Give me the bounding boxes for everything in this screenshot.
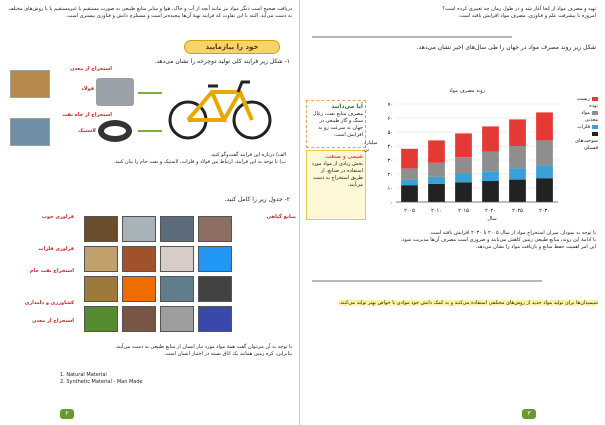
- bar-segment: [536, 112, 553, 140]
- paragraph-2: با ادامهٔ این روند، منابع طبیعی زمین کاهش می‌یابند و ضروری است مصرف آن‌ها مدیریت شود.: [400, 237, 596, 243]
- bar-segment: [509, 119, 526, 146]
- y-tick-label: ۷۰: [387, 102, 393, 108]
- bar-segment: [482, 171, 499, 181]
- y-tick-label: ۲۰: [387, 172, 393, 178]
- x-tick-label: ۲۰۲۵: [512, 208, 523, 214]
- bar-segment: [482, 181, 499, 202]
- chart-xlabel: سال: [487, 216, 497, 222]
- info-box: [306, 150, 366, 220]
- y-tick-label: ۵۰: [387, 130, 393, 136]
- y-tick-label: ۳۰: [387, 158, 393, 164]
- question-b: ب) با توجه به این فرایند، ارتباط بین فولاد و فلزات، لاستیک و نفت خام را بیان کنید.: [113, 159, 286, 165]
- legend-item-1: [568, 110, 598, 124]
- rubber-label: لاستیک: [78, 128, 96, 134]
- bar-segment: [455, 174, 472, 182]
- right-page: [302, 0, 605, 425]
- grid-label-mine: استخراج از معدن: [32, 318, 74, 324]
- grid-img-tires: [198, 276, 232, 302]
- bar-segment: [509, 180, 526, 202]
- legend-label-2: فلزات: [577, 124, 590, 130]
- oil-label: استخراج از چاه نفت: [62, 112, 112, 118]
- bar-segment: [509, 168, 526, 179]
- left-bottom-line-1: با توجه به آن می‌توان گفت همهٔ مواد مورد نیاز انسان از منابع طبیعی به دست می‌آیند.: [114, 344, 292, 350]
- legend-label-0: زیست توده: [576, 96, 598, 109]
- steel-coil-photo: [96, 78, 134, 106]
- arrow-steel: [138, 92, 162, 94]
- bar-segment: [428, 184, 445, 202]
- side-note-text: مصرف منابع نفت، زغال سنگ و گاز طبیعی در جهان به سرعت رو به افزایش است.: [312, 111, 363, 138]
- section-title: خود را بیازمایید: [205, 43, 259, 51]
- bar-segment: [536, 166, 553, 179]
- left-page: [0, 0, 300, 425]
- bar-segment: [428, 177, 445, 184]
- bar-segment: [536, 140, 553, 165]
- oil-photo: [10, 118, 50, 146]
- bar-segment: [401, 180, 418, 186]
- grid-label-wood: فراوری چوب: [41, 214, 74, 220]
- x-tick-label: ۲۰۱۵: [458, 208, 469, 214]
- chart-legend: [568, 96, 598, 152]
- right-divider-top: [312, 36, 512, 38]
- bar-segment: [455, 182, 472, 202]
- y-tick-label: ۶۰: [387, 116, 393, 122]
- bar-segment: [482, 152, 499, 172]
- x-tick-label: ۲۰۳۰: [539, 208, 550, 214]
- grid-img-pots: [198, 306, 232, 332]
- bar-segment: [401, 185, 418, 202]
- bar-segment: [455, 157, 472, 174]
- legend-label-1: مواد معدنی: [581, 110, 598, 123]
- x-tick-label: ۲۰۰۵: [404, 208, 415, 214]
- footnotes: [60, 372, 180, 386]
- question-1: ۱- شکل زیر فرایند کلی تولید دوچرخه را نشان می‌دهد.: [154, 58, 290, 65]
- grid-img-chairs: [160, 246, 194, 272]
- bar-segment: [428, 140, 445, 162]
- bar-segment: [428, 163, 445, 177]
- legend-item-2: [568, 124, 598, 131]
- grid-img-wood: [84, 246, 118, 272]
- section-title-box: [184, 40, 280, 54]
- bar-segment: [536, 178, 553, 202]
- paragraph-3: این امر اهمیت حفظ منابع و بازیافت مواد را نشان می‌دهد.: [475, 244, 596, 250]
- grid-label-farm: کشاورزی و دامداری: [24, 300, 74, 306]
- grid-label-metals: فراوری فلزات: [38, 246, 74, 252]
- grid-img-stones: [160, 306, 194, 332]
- mine-photo: [10, 70, 50, 98]
- bar-segment: [482, 126, 499, 151]
- grid-img-cows: [122, 306, 156, 332]
- info-box-title: شیمی و صنعت: [325, 153, 363, 160]
- chart-container: [374, 96, 564, 216]
- grid-label-plants: منابع گیاهی: [266, 214, 296, 220]
- question-a: الف) درباره این فرایند گفت‌وگو کنید.: [209, 152, 286, 158]
- left-intro: [8, 6, 292, 20]
- questions-a-b: [30, 152, 286, 166]
- chart-question: شکل زیر روند مصرف مواد در جهان را طی سال‌های اخیر نشان می‌دهد.: [416, 44, 596, 51]
- grid-img-copper: [122, 246, 156, 272]
- bottom-paragraph-text: شیمیدان‌ها برای تولید مواد جدید از روش‌های مختلفی استفاده می‌کنند و به کمک دانش خود موادی با خواص بهتر تولید می‌کنند.: [338, 300, 598, 306]
- y-tick-label: ۴۰: [387, 144, 393, 150]
- left-intro-line-1: دریافت صحیح است دیگر مواد نیز مانند آنچه از آب و خاک، هوا و سایر منابع طبیعی به صورت مستقیم یا غیرمستقیم یا با روش‌های مختلف: [8, 6, 292, 12]
- y-tick-label: ۱۰: [387, 186, 393, 192]
- left-bottom-line-2: بنابراین، کره زمین همانند یک اتاق بسته در اختیار انسان است.: [163, 351, 292, 357]
- chart-ylabel: میلیارد تن: [364, 140, 378, 153]
- grid-img-furniture: [198, 216, 232, 242]
- right-page-number: ۳: [522, 409, 536, 419]
- right-top-line-2: امروزه با پیشرفت علم و فناوری، مصرف مواد افزایش یافته است.: [458, 13, 596, 19]
- left-bottom-text: [10, 344, 292, 358]
- grid-img-farm: [84, 306, 118, 332]
- side-note: [306, 100, 366, 148]
- right-top-text: [310, 6, 596, 20]
- grid-img-logs: [84, 216, 118, 242]
- right-top-line-1: تهیه و مصرف مواد از کجا آغاز شد و در طول زمان چه تغییری کرده است؟: [442, 6, 596, 12]
- info-box-text: بخش زیادی از مواد مورد استفاده در صنایع، از طریق استخراج به دست می‌آیند.: [311, 161, 363, 188]
- left-page-number: ۲: [60, 409, 74, 419]
- grid-img-fruits: [84, 276, 118, 302]
- bar-segment: [455, 133, 472, 157]
- legend-item-3: [568, 131, 598, 152]
- mine-label: استخراج از معدن: [70, 66, 112, 72]
- grid-img-rails: [160, 216, 194, 242]
- grid-img-bottles: [198, 246, 232, 272]
- bottom-paragraph: [314, 300, 598, 307]
- grid-img-grains: [122, 276, 156, 302]
- tire-photo: [98, 120, 132, 142]
- bicycle-icon: [166, 72, 276, 142]
- paragraphs-block: [342, 230, 596, 251]
- legend-item-0: [568, 96, 598, 110]
- grid-label-crude: استخراج نفت خام: [29, 268, 74, 274]
- paragraph-1: با توجه به نمودار، میزان استخراج مواد از سال ۲۰۰۵ تا ۲۰۳۰ افزایش یافته است.: [429, 230, 596, 236]
- arrow-rubber: [138, 130, 162, 132]
- y-tick-label: ۰: [390, 200, 393, 206]
- bar-segment: [401, 168, 418, 179]
- grid-img-barrels: [160, 276, 194, 302]
- right-divider-mid: [312, 280, 542, 282]
- chart-title: روند مصرف مواد: [449, 88, 485, 94]
- left-intro-line-2: به دست می‌آید. البته با این تفاوت که فرایند تهیهٔ آن‌ها پیچیده‌تر است و مستلزم دانش و فناوری بیشتری است.: [65, 13, 292, 19]
- bar-segment: [401, 149, 418, 169]
- consumption-chart: [374, 96, 564, 216]
- legend-label-3: سوخت‌های فسیلی: [575, 138, 598, 151]
- grid-img-pipes: [122, 216, 156, 242]
- question-2: ۲- جدول زیر را کامل کنید.: [224, 196, 290, 203]
- x-tick-label: ۲۰۲۰: [485, 208, 496, 214]
- footnote-2: 2. Synthetic Material - Man Made: [60, 379, 143, 385]
- side-note-title: آیا می‌دانید: [331, 103, 363, 110]
- footnote-1: 1. Natural Material: [60, 372, 107, 378]
- bar-segment: [509, 146, 526, 168]
- x-tick-label: ۲۰۱۰: [431, 208, 442, 214]
- steel-label: فولاد: [81, 86, 94, 92]
